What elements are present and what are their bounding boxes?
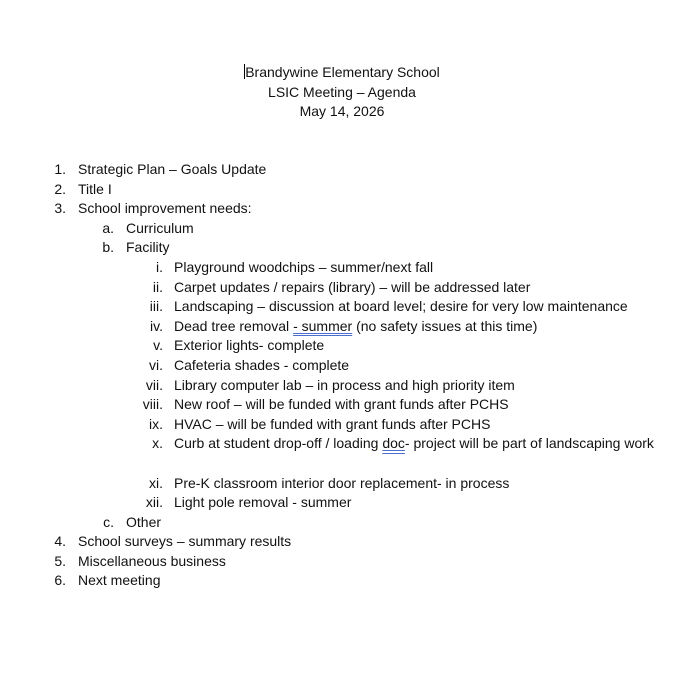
school-name: Brandywine Elementary School	[245, 64, 440, 80]
facility-item-exterior-lights	[0, 336, 693, 356]
meeting-title: LSIC Meeting – Agenda	[268, 83, 416, 100]
facility-item-carpet	[0, 278, 693, 298]
spelling-flag[interactable]: doc	[382, 435, 405, 452]
list-marker: a.	[102, 219, 114, 236]
list-item-text: Next meeting	[78, 572, 161, 589]
list-marker: iv.	[150, 317, 163, 334]
list-item-text: HVAC – will be funded with grant funds after PCHS	[174, 415, 491, 432]
sub-item-curriculum	[0, 219, 693, 239]
list-item-text: Cafeteria shades - complete	[174, 356, 350, 373]
list-marker: 3.	[54, 200, 66, 217]
list-marker: 2.	[54, 180, 66, 197]
list-marker: b.	[102, 239, 114, 256]
list-marker: xi.	[149, 474, 163, 491]
list-item-text: Other	[126, 513, 162, 530]
list-item-text: Facility	[126, 239, 170, 256]
list-marker: ii.	[152, 278, 163, 295]
agenda-item-strategic-plan	[0, 160, 693, 180]
list-marker: 6.	[54, 572, 66, 589]
facility-item-landscaping	[0, 297, 693, 317]
facility-item-dead-tree	[0, 317, 693, 337]
list-item-text: School surveys – summary results	[78, 533, 292, 550]
agenda-item-title-i	[0, 180, 693, 200]
list-item-text: Playground woodchips – summer/next fall	[174, 258, 434, 275]
agenda-item-misc-business	[0, 552, 693, 572]
list-marker: 5.	[54, 552, 66, 569]
list-item-text: Exterior lights- complete	[174, 337, 325, 354]
list-marker: ix.	[149, 415, 163, 432]
agenda-item-school-improvement	[0, 199, 693, 219]
list-item-text: Carpet updates / repairs (library) – will be addressed later	[174, 278, 531, 295]
facility-item-hvac	[0, 415, 693, 435]
list-marker: vii.	[145, 376, 163, 393]
list-item-text: New roof – will be funded with grant funds after PCHS	[174, 396, 509, 413]
list-marker: 1.	[54, 161, 66, 177]
list-item-text: Strategic Plan – Goals Update	[78, 161, 267, 177]
list-item-text: Library computer lab – in process and high priority item	[174, 376, 515, 393]
text-segment: - project will be part of landscaping work	[404, 435, 654, 452]
list-item-text: Landscaping – discussion at board level; desire for very low maintenance	[174, 298, 628, 315]
school-name-line[interactable]	[0, 63, 684, 83]
list-item-text: Pre-K classroom interior door replacement- in process	[174, 474, 510, 491]
facility-item-woodchips	[0, 258, 693, 278]
list-item-text: School improvement needs:	[78, 200, 252, 217]
list-marker: viii.	[142, 396, 163, 413]
text-segment: Dead tree removal	[174, 317, 294, 334]
list-marker: c.	[103, 513, 114, 530]
list-marker: iii.	[149, 298, 163, 315]
document-header	[0, 63, 684, 122]
agenda-item-school-surveys	[0, 532, 693, 552]
text-segment: Curb at student drop-off / loading	[174, 435, 383, 452]
facility-item-computer-lab	[0, 376, 693, 396]
agenda-item-next-meeting	[0, 571, 693, 591]
list-item-text: Curriculum	[126, 219, 194, 236]
grammar-flag[interactable]: - summer	[293, 317, 353, 334]
agenda-list	[0, 160, 693, 591]
sub-item-other	[0, 513, 693, 533]
list-item-text: Miscellaneous business	[78, 552, 226, 569]
meeting-date: May 14, 2026	[299, 103, 385, 120]
list-item-text	[174, 434, 654, 454]
facility-item-cafeteria-shades	[0, 356, 693, 376]
list-item-text: Light pole removal - summer	[174, 494, 352, 511]
list-marker: vi.	[149, 356, 163, 373]
list-marker: i.	[156, 258, 163, 275]
facility-item-curb	[0, 434, 693, 473]
list-marker: v.	[153, 337, 163, 354]
list-marker: x.	[152, 435, 163, 452]
list-item-text	[174, 317, 537, 337]
facility-item-new-roof	[0, 395, 693, 415]
facility-item-prek-door	[0, 474, 693, 494]
facility-item-light-pole	[0, 493, 693, 513]
text-segment: (no safety issues at this time)	[352, 317, 538, 334]
list-marker: xii.	[145, 494, 163, 511]
list-item-text: Title I	[78, 180, 112, 197]
list-marker: 4.	[54, 533, 66, 550]
sub-item-facility	[0, 238, 693, 258]
